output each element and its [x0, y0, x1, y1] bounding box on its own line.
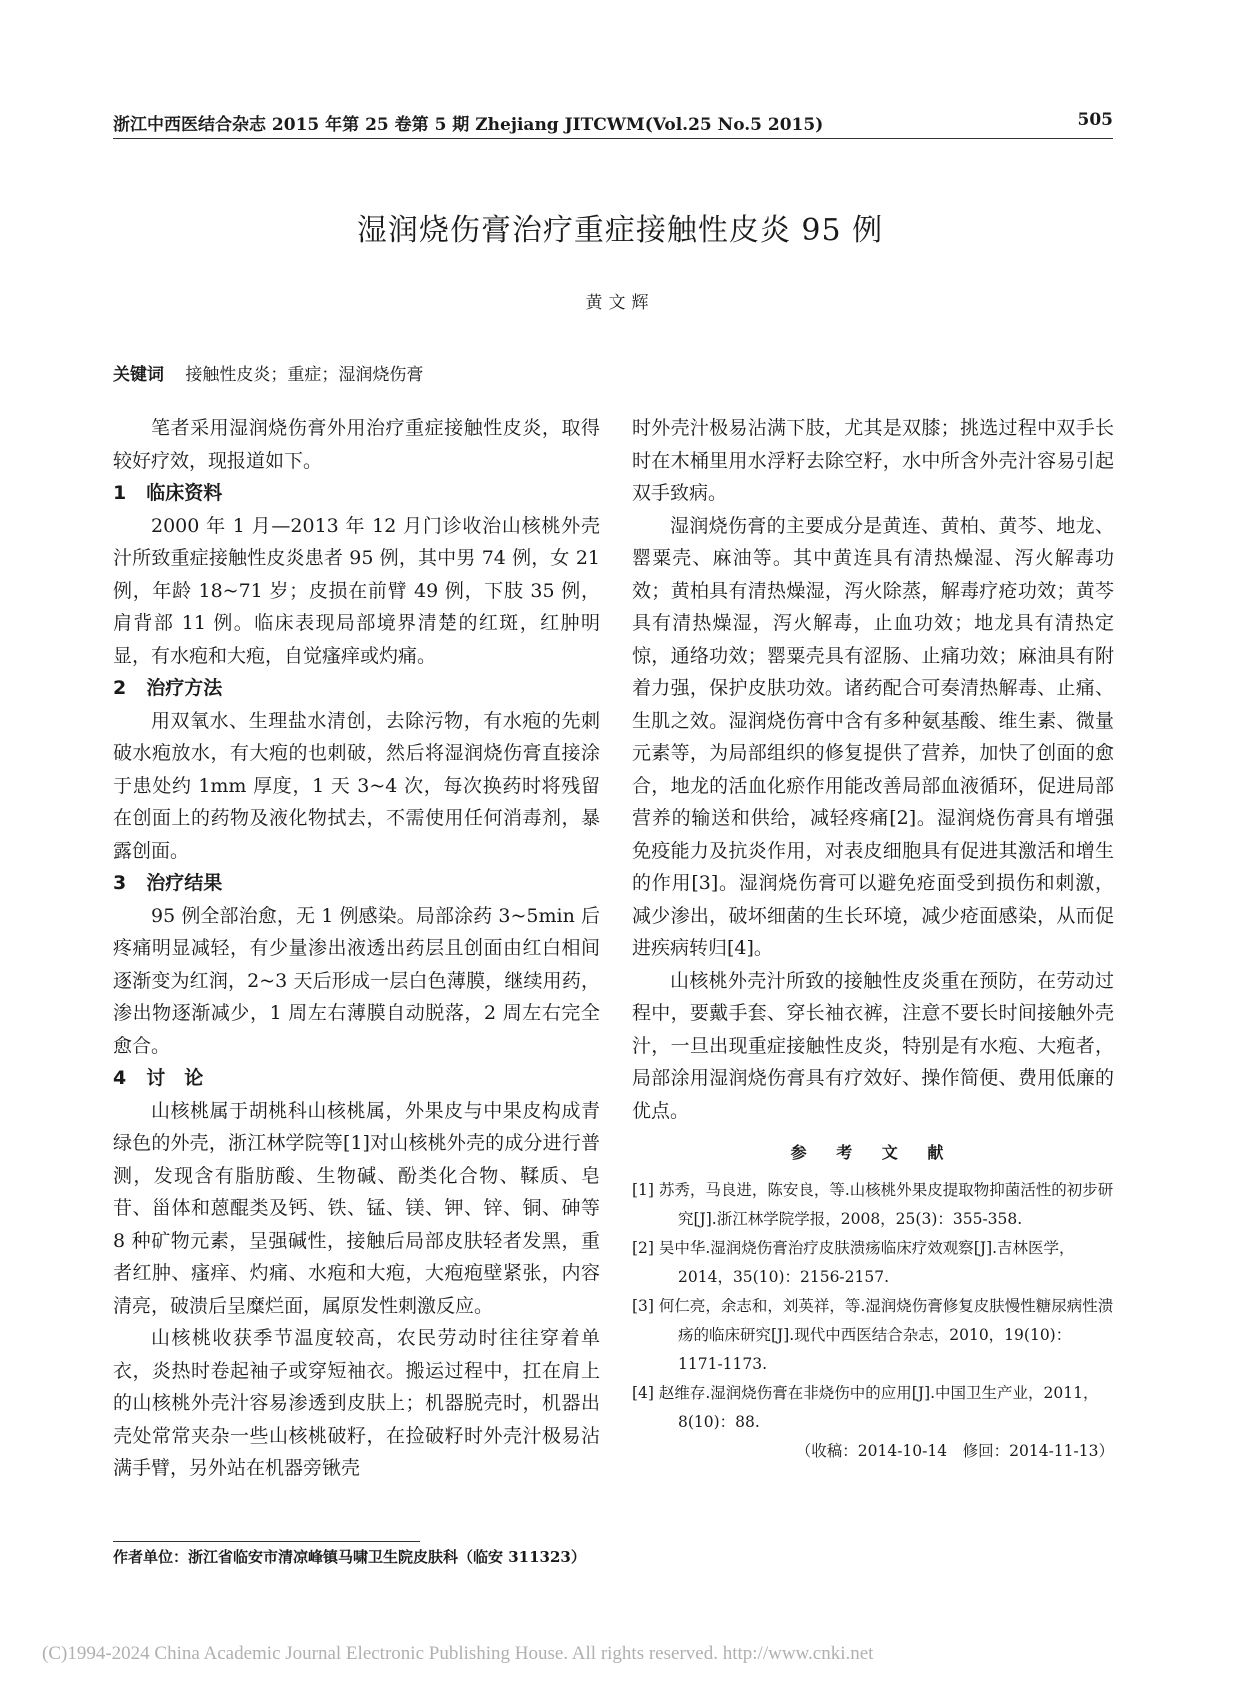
reference-item: [4] 赵维存.湿润烧伤膏在非烧伤中的应用[J].中国卫生产业，2011，8(10)：88. — [632, 1383, 1099, 1431]
keywords-label: 关键词 — [113, 365, 164, 385]
article-title: 湿润烧伤膏治疗重症接触性皮炎 95 例 — [356, 213, 884, 248]
section-heading-4: 4 讨 论 — [113, 1067, 204, 1089]
ingredients-paragraph: 湿润烧伤膏的主要成分是黄连、黄柏、黄芩、地龙、罂粟壳、麻油等。其中黄连具有清热燥湿、泻火解毒功效；黄柏具有清热燥湿，泻火除蒸，解毒疗疮功效；黄芩具有清热燥湿，泻火解毒，止血功效；地龙具有清热定惊，通络功效；罂粟壳具有涩肠、止痛功效；麻油具有附着力强，保护皮肤功效。诸药配合可奏清热解毒、止痛、生肌之效。湿润烧伤膏中含有多种氨基酸、维生素、微量元素等，为局部组织的修复提供了营养，加快了创面的愈合，地龙的活血化瘀作用能改善局部血液循环，促进局部营养的输送和供给，减轻疼痛[2]。湿润烧伤膏具有增强免疫能力及抗炎作用，对表皮细胞具有促进其激活和增生的作用[3]。湿润烧伤膏可以避免疮面受到损伤和刺激，减少渗出，破坏细菌的生长环境，减少疮面感染，从而促进疾病转归[4]。 — [632, 514, 1114, 959]
keywords-text: 接触性皮炎；重症；湿润烧伤膏 — [185, 365, 424, 385]
journal-info: 浙江中西医结合杂志 2015 年第 25 卷第 5 期 Zhejiang JITCWM(Vol.25 No.5 2015) — [113, 115, 824, 135]
keywords-line — [113, 360, 423, 385]
author-name: 黄文辉 — [585, 293, 655, 313]
footnote-divider — [113, 1541, 420, 1542]
author-affiliation: 作者单位：浙江省临安市清凉峰镇马啸卫生院皮肤科（临安 311323） — [113, 1548, 586, 1566]
section-3-paragraph: 95 例全部治愈，无 1 例感染。局部涂药 3~5min 后疼痛明显减轻，有少量渗出液透出药层且创面由红白相间逐渐变为红润，2~3 天后形成一层白色薄膜，继续用药，渗出物逐渐减少，1 周左右薄膜自动脱落，2 周左右完全愈合。 — [113, 904, 600, 1057]
right-column — [632, 412, 1114, 1528]
section-4-paragraph-2: 山核桃收获季节温度较高，农民劳动时往往穿着单衣，炎热时卷起袖子或穿短袖衣。搬运过程中，扛在肩上的山核桃外壳汁容易渗透到皮肤上；机器脱壳时，机器出壳处常常夹杂一些山核桃破籽，在捡破籽时外壳汁极易沾满手臂，另外站在机器旁锹壳 — [113, 1327, 600, 1479]
section-heading-1: 1 临床资料 — [113, 482, 223, 504]
running-header — [113, 110, 1113, 139]
section-2-paragraph: 用双氧水、生理盐水清创，去除污物，有水疱的先刺破水疱放水，有大疱的也刺破，然后将湿润烧伤膏直接涂于患处约 1mm 厚度，1 天 3~4 次，每次换药时将残留在创面上的药物及液化物拭去，不需使用任何消毒剂，暴露创面。 — [113, 709, 600, 862]
references-heading: 参 考 文 献 — [790, 1143, 956, 1162]
prevention-paragraph: 山核桃外壳汁所致的接触性皮炎重在预防，在劳动过程中，要戴手套、穿长袖衣裤，注意不要长时间接触外壳汁，一旦出现重症接触性皮炎，特别是有水疱、大疱者，局部涂用湿润烧伤膏具有疗效好、操作简便、费用低廉的优点。 — [632, 969, 1114, 1122]
intro-paragraph: 笔者采用湿润烧伤膏外用治疗重症接触性皮炎，取得较好疗效，现报道如下。 — [113, 417, 600, 472]
page-number: 505 — [1077, 110, 1113, 130]
section-4-paragraph-1: 山核桃属于胡桃科山核桃属，外果皮与中果皮构成青绿色的外壳，浙江林学院等[1]对山核桃外壳的成分进行普测，发现含有脂肪酸、生物碱、酚类化合物、鞣质、皂苷、甾体和蒽醌类及钙、铁、锰、镁、钾、锌、铜、砷等 8 种矿物元素，呈强碱性，接触后局部皮肤轻者发黑，重者红肿、瘙痒、灼痛、水疱和大疱，大疱疱壁紧张，内容清亮，破溃后呈糜烂面，属原发性刺激反应。 — [113, 1099, 600, 1317]
section-heading-3: 3 治疗结果 — [113, 872, 223, 894]
received-dates: （收稿：2014-10-14 修回：2014-11-13） — [795, 1441, 1114, 1460]
section-heading-2: 2 治疗方法 — [113, 677, 223, 699]
reference-item: [3] 何仁亮，余志和，刘英祥，等.湿润烧伤膏修复皮肤慢性糖尿病性溃疡的临床研究[J].现代中西医结合杂志，2010，19(10)：1171-1173. — [632, 1296, 1114, 1373]
continuation-paragraph: 时外壳汁极易沾满下肢，尤其是双膝；挑选过程中双手长时在木桶里用水浮籽去除空籽，水中所含外壳汁容易引起双手致病。 — [632, 417, 1114, 504]
reference-item: [1] 苏秀，马良进，陈安良，等.山核桃外果皮提取物抑菌活性的初步研究[J].浙江林学院学报，2008，25(3)：355-358. — [632, 1180, 1114, 1228]
left-column — [113, 412, 600, 1528]
section-1-paragraph: 2000 年 1 月—2013 年 12 月门诊收治山核桃外壳汁所致重症接触性皮炎患者 95 例，其中男 74 例，女 21 例，年龄 18~71 岁；皮损在前臂 49 例，下肢 35 例，肩背部 11 例。临床表现局部境界清楚的红斑，红肿明显，有水疱和大疱，自觉瘙痒或灼痛。 — [113, 514, 600, 667]
reference-item: [2] 吴中华.湿润烧伤膏治疗皮肤溃疡临床疗效观察[J].吉林医学，2014，35(10)：2156-2157. — [632, 1238, 1075, 1286]
copyright-watermark: (C)1994-2024 China Academic Journal Electronic Publishing House. All rights reserved. http://www.cnki.net — [42, 1643, 874, 1664]
